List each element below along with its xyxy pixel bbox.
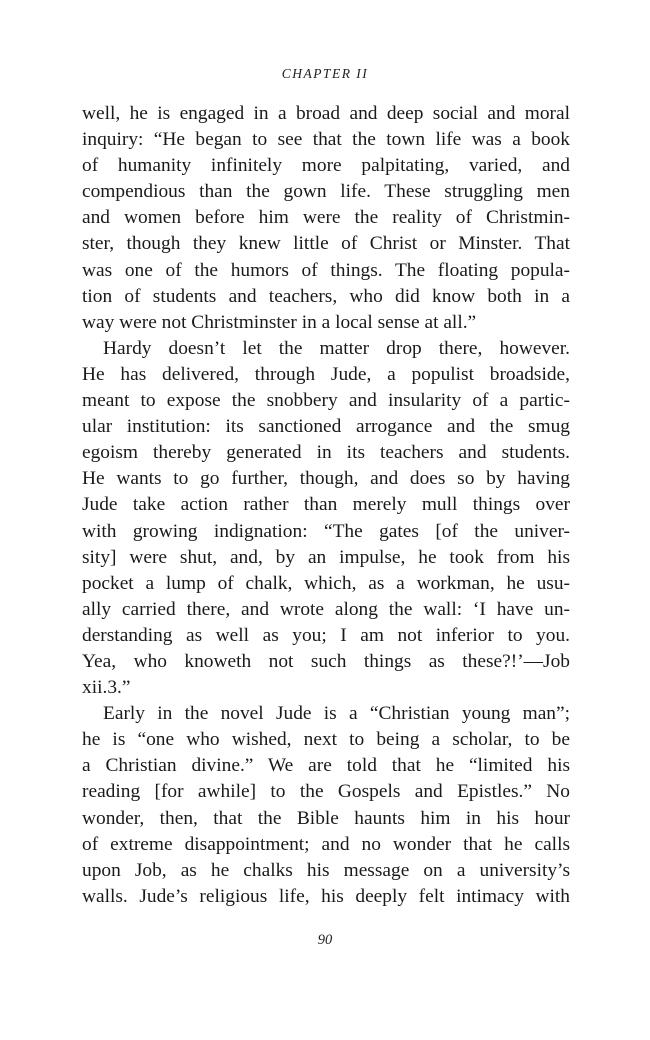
text-line: egoism thereby generated in its teachers and students.	[82, 442, 570, 464]
text-line: was one of the humors of things. The floating popula-	[82, 259, 570, 281]
text-line: with growing indignation: “The gates [of the univer-	[82, 520, 570, 542]
text-line: He wants to go further, though, and does so by having	[82, 468, 570, 490]
text-line: Jude take action rather than merely mull things over	[82, 494, 570, 516]
text-line: he is “one who wished, next to being a scholar, to be	[82, 729, 570, 751]
text-line: walls. Jude’s religious life, his deeply felt intimacy with	[82, 885, 570, 907]
text-line: pocket a lump of chalk, which, as a workman, he usu-	[82, 572, 570, 594]
text-line: ster, though they knew little of Christ or Minster. That	[82, 233, 570, 255]
text-line: sity] were shut, and, by an impulse, he took from his	[82, 546, 570, 568]
text-line: wonder, then, that the Bible haunts him in his hour	[82, 807, 570, 829]
text-line: upon Job, as he chalks his message on a university’s	[82, 859, 570, 881]
text-line: compendious than the gown life. These struggling men	[82, 181, 570, 203]
body-text	[82, 101, 570, 910]
text-line: inquiry: “He began to see that the town life was a book	[82, 129, 570, 151]
text-line: of humanity infinitely more palpitating, varied, and	[82, 155, 570, 177]
text-line: He has delivered, through Jude, a populist broadside,	[82, 363, 570, 385]
text-line: derstanding as well as you; I am not inferior to you.	[82, 624, 570, 646]
text-line: xii.3.”	[82, 677, 131, 699]
text-line: tion of students and teachers, who did know both in a	[82, 285, 570, 307]
text-line: reading [for awhile] to the Gospels and Epistles.” No	[82, 781, 570, 803]
text-line: meant to expose the snobbery and insularity of a partic-	[82, 390, 570, 412]
text-line: ally carried there, and wrote along the wall: ‘I have un-	[82, 598, 570, 620]
running-head: CHAPTER II	[281, 66, 369, 81]
text-line: and women before him were the reality of Christmin-	[82, 207, 570, 229]
text-line: of extreme disappointment; and no wonder that he calls	[82, 833, 570, 855]
paragraph-first-line: Early in the novel Jude is a “Christian young man”;	[103, 703, 570, 725]
page-number: 90	[317, 932, 333, 948]
text-line: way were not Christminster in a local sense at all.”	[82, 311, 477, 333]
text-line: a Christian divine.” We are told that he “limited his	[82, 755, 570, 777]
paragraph-first-line: Hardy doesn’t let the matter drop there, however.	[103, 337, 570, 359]
text-line: Yea, who knoweth not such things as these?!’—Job	[82, 650, 570, 672]
text-line: ular institution: its sanctioned arrogance and the smug	[82, 416, 570, 438]
text-line: well, he is engaged in a broad and deep social and moral	[82, 103, 570, 124]
